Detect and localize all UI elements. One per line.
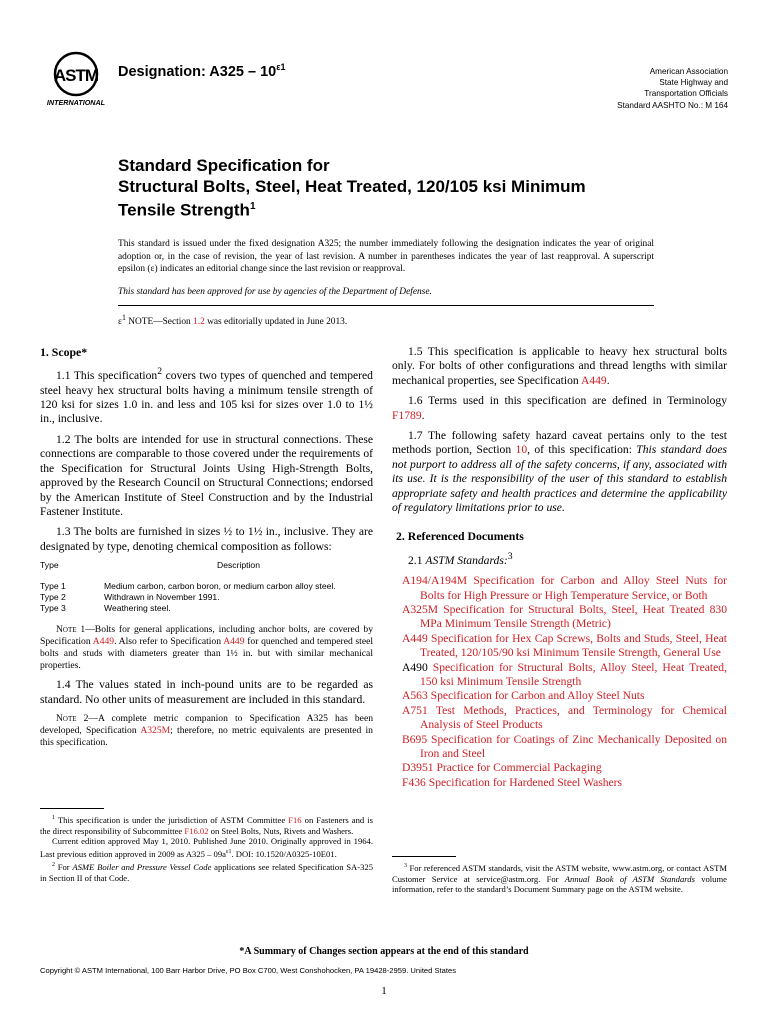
left-column xyxy=(40,345,373,755)
type-table xyxy=(40,560,373,614)
footnote-text: For xyxy=(55,861,73,872)
page-number: 1 xyxy=(381,985,387,997)
note-text: —A complete metric companion to Specification A325 has been developed, Specification xyxy=(40,712,373,736)
para-text: 1.7 The following safety hazard caveat pertains only to the test methods portion, Section xyxy=(392,429,727,457)
right-column xyxy=(392,345,727,790)
link-a449[interactable]: A449 xyxy=(223,636,245,648)
note-text: was editorially updated in June 2013. xyxy=(204,317,348,328)
paragraph-1-5 xyxy=(392,345,727,388)
reference-item xyxy=(392,704,727,733)
link-section-10[interactable]: 10 xyxy=(515,443,528,457)
note-text: NOTE—Section xyxy=(125,317,194,328)
table-cell-description: Medium carbon, carbon boron, or medium carbon alloy steel. xyxy=(104,581,336,592)
reference-code[interactable]: A751 xyxy=(402,703,428,717)
table-cell-description: Withdrawn in November 1991. xyxy=(104,592,220,603)
reference-code[interactable]: A325M xyxy=(402,602,439,616)
footnote-rule xyxy=(40,808,104,809)
aashto-line: Transportation Officials xyxy=(644,89,728,99)
title-sup: 1 xyxy=(249,201,256,212)
table-header-row xyxy=(40,560,373,581)
reference-item xyxy=(392,776,727,790)
intro-paragraph: This standard is issued under the fixed designation A325; the number immediately following the designation indicates the year of original adoption or, in the case of revision, the year of last revision. A number in parentheses indicates the year of last reapproval. A superscript epsilon (ε) indicates an editorial change since the last revision or reapproval. xyxy=(118,239,654,275)
note-text: . Also refer to Specification xyxy=(114,636,224,648)
footnotes-left xyxy=(40,808,373,883)
para-text: 1.5 This specification is applicable to heavy hex structural bolts only. For bolts of other configurations and thread lengths with similar mechanical properties, see Specification xyxy=(392,345,727,387)
reference-code[interactable]: A563 xyxy=(402,689,428,703)
reference-item xyxy=(392,603,727,632)
footnote-sup: ε1 xyxy=(225,849,232,856)
footnote-number: 1 xyxy=(52,815,55,821)
link-section-1-2[interactable]: 1.2 xyxy=(193,317,205,328)
title-line-3: Tensile Strength xyxy=(118,200,250,220)
aashto-block xyxy=(617,66,728,111)
document-title xyxy=(118,156,718,221)
footnote-3 xyxy=(392,861,727,895)
link-a325m[interactable]: A325M xyxy=(140,724,171,736)
reference-title[interactable]: Specification for Coatings of Zinc Mechanically Deposited on Iron and Steel xyxy=(420,732,727,761)
section-heading-scope: 1. Scope* xyxy=(40,345,88,359)
table-header-description: Description xyxy=(217,560,260,571)
reference-title[interactable]: Practice for Commercial Packaging xyxy=(436,761,602,775)
dod-approval: This standard has been approved for use by agencies of the Department of Defense. xyxy=(118,286,432,297)
table-cell-type: Type 3 xyxy=(40,603,66,614)
title-line-2: Structural Bolts, Steel, Heat Treated, 120/105 ksi Minimum xyxy=(118,176,586,196)
note-1 xyxy=(40,624,373,672)
reference-code[interactable]: F436 xyxy=(402,775,426,789)
footnote-text: volume information, refer to the standard’s Document Summary page on the ASTM website. xyxy=(392,873,727,895)
table-header-type: Type xyxy=(40,560,59,571)
reference-code[interactable]: D3951 xyxy=(402,761,434,775)
reference-code: A490 xyxy=(402,660,428,674)
epsilon-sup: 1 xyxy=(121,313,126,323)
reference-item xyxy=(392,632,727,661)
reference-code[interactable]: B695 xyxy=(402,732,428,746)
footnote-ref: 2 xyxy=(157,366,163,378)
reference-title[interactable]: Test Methods, Practices, and Terminology for Chemical Analysis of Steel Products xyxy=(420,703,727,732)
para-text: . xyxy=(606,373,610,387)
designation-label: Designation: A325 – 10 xyxy=(118,63,277,80)
footnote-ref: 3 xyxy=(507,550,513,562)
para-text: , of this specification: xyxy=(527,443,637,457)
table-cell-type: Type 2 xyxy=(40,592,66,603)
paragraph-1-4: 1.4 The values stated in inch-pound units are to be regarded as standard. No other units of measurement are included in this standard. xyxy=(40,678,373,706)
aashto-line: Standard AASHTO No.: M 164 xyxy=(617,100,728,110)
paragraph-1-3: 1.3 The bolts are furnished in sizes ½ to 1½ in., inclusive. They are designated by type, denoting chemical composition as follows: xyxy=(40,525,373,553)
intro-block xyxy=(118,238,654,329)
paragraph-1-2: 1.2 The bolts are intended for use in structural connections. These connections are comparable to those covered under the requirements of the Specification for Structural Joints Using High-Strength Bolts, approved by the Research Council on Structural Connections; endorsed by the American Institute of Steel Construction and by the Industrial Fastener Institute. xyxy=(40,432,373,518)
reference-item xyxy=(392,761,727,775)
paragraph-2-1 xyxy=(392,550,727,568)
footnote-text: on Fasteners and is the direct responsibility of Subcommittee xyxy=(40,814,373,836)
paragraph-1-1 xyxy=(40,365,373,426)
footnote-text: on Steel Bolts, Nuts, Rivets and Washers. xyxy=(208,825,354,836)
table-cell-description: Weathering steel. xyxy=(104,603,171,614)
logo-subtext: INTERNATIONAL xyxy=(46,98,106,107)
reference-title[interactable]: Specification for Structural Bolts, Steel, Heat Treated 830 MPa Minimum Tensile Strength (Metric) xyxy=(420,602,727,631)
astm-logo xyxy=(40,50,112,108)
designation-sup: ε1 xyxy=(276,62,286,72)
footnote-italic: ASME Boiler and Pressure Vessel Code xyxy=(72,861,212,872)
reference-list xyxy=(392,574,727,790)
footnote-2 xyxy=(40,860,373,883)
para-text: 1.6 Terms used in this specification are defined in Terminology xyxy=(408,394,727,408)
copyright: Copyright © ASTM International, 100 Barr Harbor Drive, PO Box C700, West Conshohocken, PA 19428-2959. United States xyxy=(40,966,457,975)
link-f16-02[interactable]: F16.02 xyxy=(184,825,209,836)
note-text: ; therefore, no metric equivalents are presented in this specification. xyxy=(40,724,373,748)
reference-item xyxy=(392,689,727,703)
footnote-italic: Annual Book of ASTM Standards xyxy=(564,873,695,884)
link-f16[interactable]: F16 xyxy=(288,814,302,825)
footnote-1-edition xyxy=(40,836,373,859)
paragraph-1-7 xyxy=(392,429,727,515)
reference-title[interactable]: Specification for Structural Bolts, Alloy Steel, Heat Treated, 150 ksi Minimum Tensile Strength xyxy=(420,660,727,688)
table-row xyxy=(40,592,373,603)
footnote-number: 2 xyxy=(52,861,55,868)
footnote-number: 3 xyxy=(404,863,407,869)
reference-item xyxy=(392,574,727,603)
designation xyxy=(118,62,286,80)
footnote-1 xyxy=(40,813,373,836)
para-text: 1.1 This specification xyxy=(56,369,158,383)
reference-item xyxy=(392,733,727,762)
aashto-line: American Association xyxy=(649,67,728,76)
link-f1789[interactable]: F1789 xyxy=(392,408,422,422)
footnotes-right xyxy=(392,856,727,895)
section-heading-referenced-documents: 2. Referenced Documents xyxy=(396,529,524,544)
link-a449[interactable]: A449 xyxy=(580,373,607,387)
title-line-1: Standard Specification for xyxy=(118,156,330,175)
para-text: 2.1 xyxy=(408,553,426,567)
note-text: —Bolts for general applications, including anchor bolts, are covered by Specification xyxy=(40,624,373,648)
summary-notice: *A Summary of Changes section appears at the end of this standard xyxy=(239,946,529,957)
note-label: Note 1 xyxy=(56,624,86,636)
table-cell-type: Type 1 xyxy=(40,581,66,592)
astm-standards-label: ASTM Standards: xyxy=(425,553,508,567)
table-row xyxy=(40,581,373,592)
footnote-text: For referenced ASTM standards, visit the ASTM website, www.astm.org, or contact ASTM Customer Service at service@astm.org. For xyxy=(392,862,727,884)
intro-divider xyxy=(118,305,654,306)
footnote-text: Current edition approved May 1, 2010. Published June 2010. Originally approved in 1964. Last previous edition approved in 2009 as A325 – 09a xyxy=(40,836,373,860)
table-row xyxy=(40,603,373,614)
reference-title[interactable]: Specification for Hardened Steel Washers xyxy=(428,775,623,789)
footnote-text: applications see related Specification SA-325 in Section II of that Code. xyxy=(40,861,373,883)
reference-item xyxy=(392,661,727,690)
paragraph-1-6 xyxy=(392,394,727,423)
footnote-text: . DOI: 10.1520/A0325-10E01. xyxy=(231,849,337,860)
editorial-note xyxy=(118,312,654,329)
reference-code[interactable]: A449 xyxy=(402,631,428,645)
footnote-rule xyxy=(392,856,456,857)
reference-title[interactable]: Specification for Carbon and Alloy Steel Nuts xyxy=(430,689,645,703)
reference-title[interactable]: Specification for Carbon and Alloy Steel Nuts for Bolts for High Pressure or High Temperature Service, or Both xyxy=(420,574,727,602)
note-2 xyxy=(40,713,373,749)
astm-logo-graphic xyxy=(40,50,112,108)
link-a449[interactable]: A449 xyxy=(92,636,115,648)
safety-caveat: This standard does not purport to address all of the safety concerns, if any, associated with its use. It is the responsibility of the user of this standard to establish appropriate safety and health practices and determine the applicability of regulatory limitations prior to use. xyxy=(392,443,728,515)
note-label: Note 2 xyxy=(56,712,89,724)
epsilon-symbol: ε xyxy=(118,317,122,328)
footnote-text: This specification is under the jurisdiction of ASTM Committee xyxy=(55,814,289,825)
reference-code[interactable]: A194/A194M xyxy=(402,574,468,588)
reference-title[interactable]: Specification for Hex Cap Screws, Bolts and Studs, Steel, Heat Treated, 120/105/90 ksi Minimum Tensile Strength, General Use xyxy=(420,631,727,660)
logo-text: ASTM xyxy=(53,66,99,85)
para-text: . xyxy=(421,408,425,422)
para-text: covers two types of quenched and tempered steel heavy hex structural bolts having a minimum tensile strength of 120 ksi for sizes 1.0 in. and less and 105 ksi for sizes over 1.0 to 1½ in., inclusive. xyxy=(40,369,373,426)
aashto-line: State Highway and xyxy=(659,78,728,88)
note-text: for quenched and tempered steel bolts and studs with diameters greater than 1½ in. but with similar mechanical properties. xyxy=(40,636,374,672)
